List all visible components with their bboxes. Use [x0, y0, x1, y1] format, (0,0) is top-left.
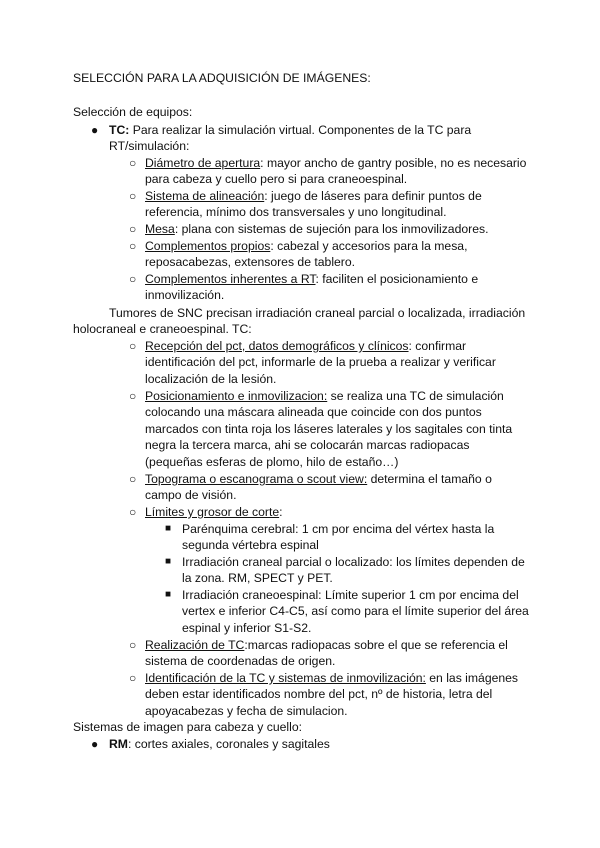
section-heading: Sistemas de imagen para cabeza y cuello:	[73, 720, 302, 734]
list-item	[145, 504, 283, 521]
circle-bullet: ○	[129, 472, 137, 486]
circle-bullet: ○	[129, 671, 137, 685]
item-text: referencia, mínimo dos transversales y uno longitudinal.	[145, 205, 447, 219]
item-text: sistema de coordenadas de origen.	[145, 654, 336, 668]
sub-list-item: Irradiación craneal parcial o localizado: los límites dependen de	[182, 555, 525, 569]
disc-bullet: ●	[91, 123, 99, 137]
circle-bullet: ○	[129, 272, 137, 286]
item-text: inmovilización.	[145, 288, 225, 302]
item-text: reposacabezas, extensores de tablero.	[145, 255, 356, 269]
tc-text-continued: RT/simulación:	[109, 139, 190, 153]
sub-list-item-text: la zona. RM, SPECT y PET.	[182, 571, 333, 585]
circle-bullet: ○	[129, 222, 137, 236]
paragraph-line: holocraneal e craneoespinal. TC:	[73, 322, 252, 336]
list-item	[109, 736, 330, 753]
sub-list-item: Irradiación craneoespinal: Límite superior 1 cm por encima del	[182, 588, 519, 602]
list-item	[145, 670, 518, 687]
item-term: Mesa	[145, 222, 175, 236]
list-item	[145, 221, 488, 238]
item-text: localización de la lesión.	[145, 372, 277, 386]
circle-bullet: ○	[129, 339, 137, 353]
circle-bullet: ○	[129, 239, 137, 253]
item-text: se realiza una TC de simulación	[327, 389, 504, 403]
item-text: : confirmar	[408, 339, 467, 353]
item-text: :	[279, 505, 283, 519]
item-term: Diámetro de apertura	[145, 156, 261, 170]
tc-label: TC:	[109, 123, 130, 137]
item-text: campo de visión.	[145, 488, 237, 502]
list-item	[145, 188, 482, 205]
item-text: colocando una máscara alineada que coincide con dos puntos	[145, 405, 482, 419]
square-bullet: ■	[165, 589, 172, 600]
item-term: Sistema de alineación	[145, 189, 265, 203]
item-text: en las imágenes	[425, 671, 519, 685]
sub-list-item-text: espinal y inferior S1-S2.	[182, 621, 312, 635]
item-term: Límites y grosor de corte	[145, 505, 280, 519]
item-text: para cabeza y cuello pero si para craneoespinal.	[145, 172, 408, 186]
sub-list-item-text: vertex e inferior C4-C5, así como para el límite superior del área	[182, 604, 529, 618]
item-term: Topograma o escanograma o scout view:	[145, 472, 368, 486]
square-bullet: ■	[165, 556, 172, 567]
item-text: (pequeñas esferas de plomo, hilo de estaño…)	[145, 455, 399, 469]
rm-text: : cortes axiales, coronales y sagitales	[127, 737, 330, 751]
item-text: : faciliten el posicionamiento e	[315, 272, 479, 286]
item-text: negra la tercera marca, ahi se colocarán marcas radiopacas	[145, 438, 470, 452]
item-text: determina el tamaño o	[367, 472, 492, 486]
item-text: : mayor ancho de gantry posible, no es necesario	[260, 156, 527, 170]
item-term: Posicionamiento e inmovilizacion:	[145, 389, 328, 403]
item-term: Identificación de la TC y sistemas de inmovilización:	[145, 671, 426, 685]
square-bullet: ■	[165, 523, 172, 534]
item-text: : juego de láseres para definir puntos de	[264, 189, 482, 203]
list-item	[145, 338, 466, 355]
rm-label: RM	[109, 737, 128, 751]
item-term: Realización de TC	[145, 638, 245, 652]
disc-bullet: ●	[91, 737, 99, 751]
sub-list-item: Parénquima cerebral: 1 cm por encima del vértex hasta la	[182, 522, 495, 536]
item-text: apoyacabezas y fecha de simulacion.	[145, 704, 348, 718]
tc-text: Para realizar la simulación virtual. Componentes de la TC para	[129, 123, 472, 137]
circle-bullet: ○	[129, 505, 137, 519]
item-text: : plana con sistemas de sujeción para los inmovilizadores.	[174, 222, 489, 236]
page-title: SELECCIÓN PARA LA ADQUISICIÓN DE IMÁGENES:	[73, 71, 371, 85]
list-item	[145, 471, 492, 488]
item-term: Complementos propios	[145, 239, 271, 253]
circle-bullet: ○	[129, 638, 137, 652]
section-heading: Selección de equipos:	[73, 105, 193, 119]
item-text: :marcas radiopacas sobre el que se referencia el	[244, 638, 508, 652]
circle-bullet: ○	[129, 156, 137, 170]
item-term: Recepción del pct, datos demográficos y clínicos	[145, 339, 409, 353]
paragraph-line: Tumores de SNC precisan irradiación craneal parcial o localizada, irradiación	[109, 306, 526, 320]
item-text: marcados con tinta roja los láseres laterales y los sagitales con tinta	[145, 422, 513, 436]
tc-paragraph-line	[109, 122, 471, 139]
list-item	[145, 155, 526, 172]
item-term: Complementos inherentes a RT	[145, 272, 316, 286]
circle-bullet: ○	[129, 189, 137, 203]
list-item	[145, 271, 478, 288]
item-text: deben estar identificados nombre del pct, nº de historia, letra del	[145, 687, 493, 701]
circle-bullet: ○	[129, 389, 137, 403]
item-text: : cabezal y accesorios para la mesa,	[270, 239, 468, 253]
sub-list-item-text: segunda vértebra espinal	[182, 538, 319, 552]
list-item	[145, 637, 508, 654]
list-item	[145, 238, 467, 255]
item-text: identificación del pct, informarle de la prueba a realizar y verificar	[145, 355, 496, 369]
list-item	[145, 388, 504, 405]
